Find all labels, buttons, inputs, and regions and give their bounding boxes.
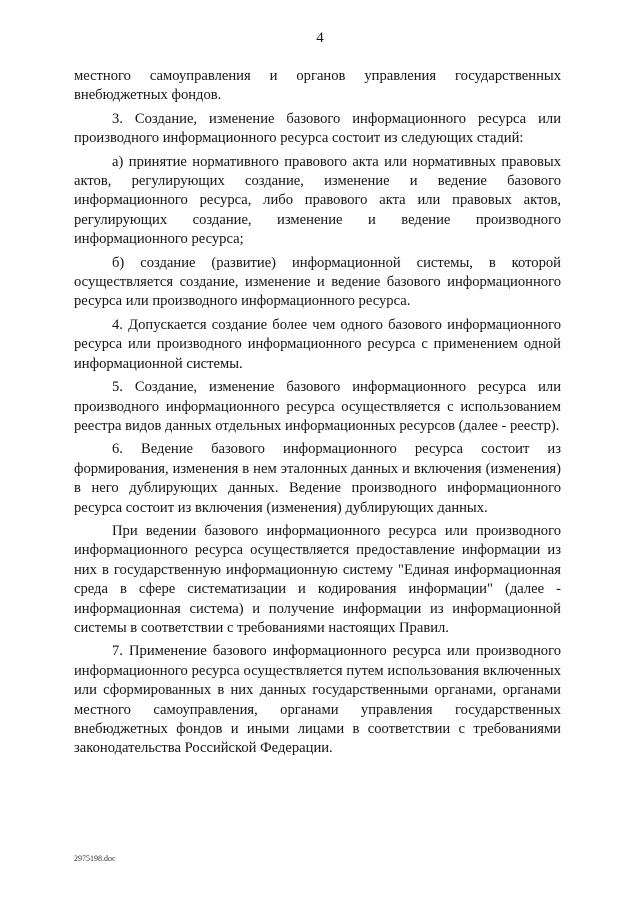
paragraph-item-6-continued: При ведении базового информационного ресурса или производного информационного ресурса осуществляется предоставление информации из них в государственную информационную систему "Единая информационная среда в сфере систематизации и кодирования информации" (далее - информационная система) и получение информации из информационной системы в соответствии с требованиями настоящих Правил. xyxy=(74,522,561,636)
paragraph-item-6: 6. Ведение базового информационного ресурса состоит из формирования, изменения в нем эталонных данных и включения (изменения) в него дублирующих данных. Ведение производного информационного ресурса состоит из включения (изменения) дублирующих данных. xyxy=(74,441,561,516)
document-filename-footer: 2975198.doc xyxy=(74,854,116,863)
paragraph-item-7: 7. Применение базового информационного ресурса или производного информационного ресурса осуществляется путем использования включенных или сформированных в них данных государственными органами, органами местного самоуправления, органами управления государственных внебюджетных фондов и иными лицами в соответствии с требованиями законодательства Российской Федерации. xyxy=(74,643,561,757)
paragraph-item-3: 3. Создание, изменение базового информационного ресурса или производного информационного ресурса состоит из следующих стадий: xyxy=(74,110,561,147)
page-number: 4 xyxy=(316,30,324,46)
paragraph-continuation: местного самоуправления и органов управления государственных внебюджетных фондов. xyxy=(74,68,561,104)
paragraph-item-5: 5. Создание, изменение базового информационного ресурса или производного информационного ресурса осуществляется с использованием реестра видов данных отдельных информационных ресурсов (далее - реестр). xyxy=(74,379,561,434)
paragraph-subitem-a: а) принятие нормативного правового акта или нормативных правовых актов, регулирующих создание, изменение и ведение базового информационного ресурса, либо правового акта или правовых актов, регулирующих создание, изменение и ведение производного информационного ресурса; xyxy=(74,153,561,248)
paragraph-subitem-b: б) создание (развитие) информационной системы, в которой осуществляется создание, изменение и ведение базового информационного ресурса или производного информационного ресурса. xyxy=(74,254,561,310)
document-body xyxy=(74,67,561,763)
paragraph-item-4: 4. Допускается создание более чем одного базового информационного ресурса или производного информационного ресурса с применением одной информационной системы. xyxy=(74,316,561,372)
